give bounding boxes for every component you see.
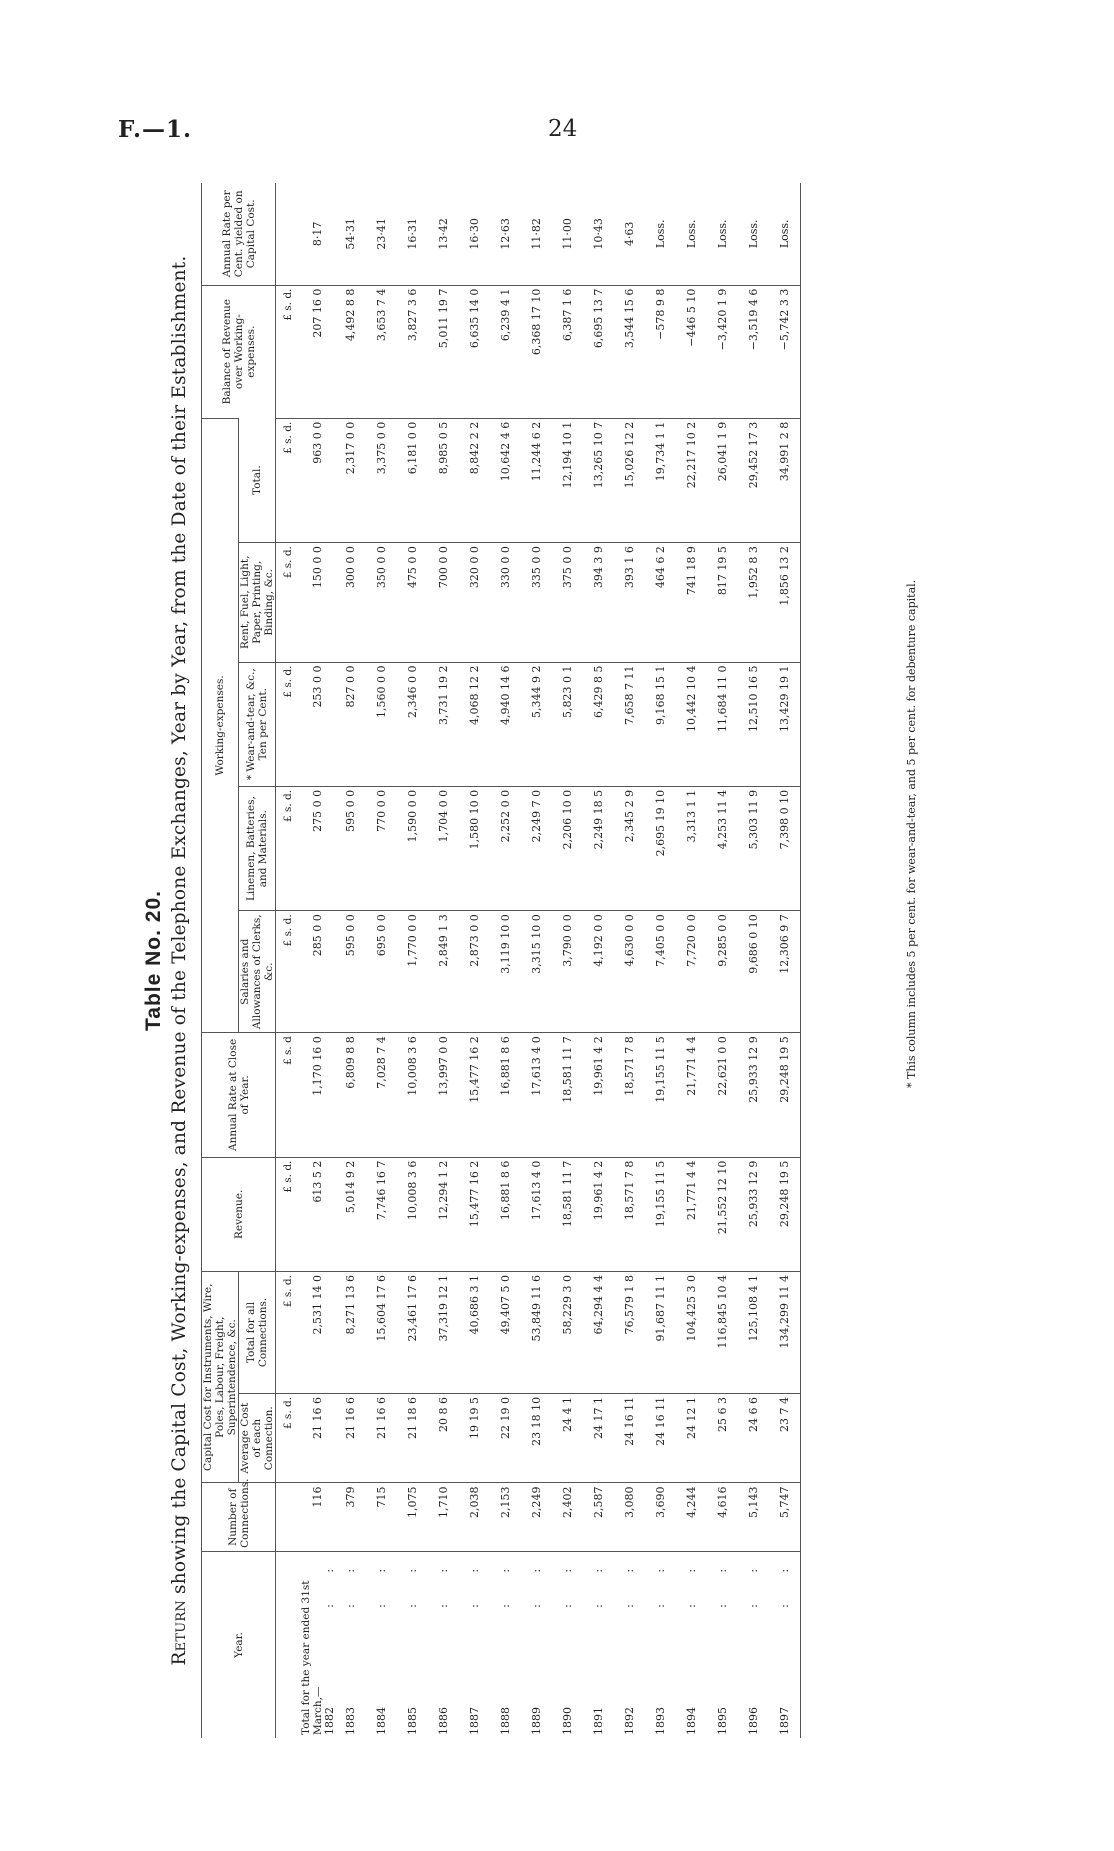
cell-ann: 17,613 4 0 <box>522 1033 553 1157</box>
cell-total: 34,991 2 8 <box>770 418 801 542</box>
cell-n: 2,153 <box>491 1483 522 1551</box>
cell-bal: −3,519 4 6 <box>739 285 770 418</box>
col-balance: Balance of Revenue over Working-expenses. <box>202 285 276 418</box>
cell-year <box>770 1551 801 1738</box>
year-value: 1886 <box>437 1707 450 1735</box>
cell-tot: 8,271 13 6 <box>336 1272 367 1394</box>
leader-dots: : : <box>375 1554 388 1608</box>
cell-year <box>460 1551 491 1738</box>
table-row <box>553 183 584 1738</box>
cell-year <box>677 1551 708 1738</box>
cell-wear: 7,658 7 11 <box>615 662 646 786</box>
cell-year <box>429 1551 460 1738</box>
cell-rate: 11·82 <box>530 218 543 250</box>
cell-avg: 21 18 6 <box>398 1393 429 1483</box>
cell-lin: 1,580 10 0 <box>460 786 491 910</box>
year-value: 1883 <box>344 1707 357 1735</box>
cell-total: 3,375 0 0 <box>367 418 398 542</box>
table-row <box>429 183 460 1738</box>
cell-avg: 21 16 6 <box>336 1393 367 1483</box>
cell-sal: 9,285 0 0 <box>708 911 739 1033</box>
leader-dots: : : <box>344 1554 357 1608</box>
leader-dots: : : <box>685 1554 698 1608</box>
table-row <box>367 183 398 1738</box>
cell-bal: 6,695 13 7 <box>584 285 615 418</box>
cell-bal: 4,492 8 8 <box>336 285 367 418</box>
cell-rev: 15,477 16 2 <box>460 1157 491 1271</box>
cell-rate: 23·41 <box>375 218 388 250</box>
units-row <box>276 183 300 1738</box>
cell-rev: 613 5 2 <box>300 1157 336 1271</box>
cell-wear: 10,442 10 4 <box>677 662 708 786</box>
leader-dots: : : <box>747 1554 760 1608</box>
cell-tot: 125,108 4 1 <box>739 1272 770 1394</box>
cell-tot: 23,461 17 6 <box>398 1272 429 1394</box>
cell-tot: 104,425 3 0 <box>677 1272 708 1394</box>
cell-n: 116 <box>300 1483 336 1551</box>
table-number: Table No. 20. <box>142 890 165 1031</box>
leader-dots: : : <box>561 1554 574 1608</box>
cell-lin: 2,695 19 10 <box>646 786 677 910</box>
cell-tot: 40,686 3 1 <box>460 1272 491 1394</box>
cell-wear: 2,346 0 0 <box>398 662 429 786</box>
cell-year <box>553 1551 584 1738</box>
table-row <box>677 183 708 1738</box>
cell-n: 1,075 <box>398 1483 429 1551</box>
cell-tot: 2,531 14 0 <box>300 1272 336 1394</box>
cell-total: 12,194 10 1 <box>553 418 584 542</box>
cell-rent: 475 0 0 <box>398 543 429 662</box>
cell-avg: 24 6 6 <box>739 1393 770 1483</box>
rotated-table-block <box>141 183 941 1738</box>
table-row <box>460 183 491 1738</box>
table-row <box>615 183 646 1738</box>
cell-avg: 22 19 0 <box>491 1393 522 1483</box>
cell-ann: 1,170 16 0 <box>300 1033 336 1157</box>
cell-lin: 1,590 0 0 <box>398 786 429 910</box>
cell-wear: 11,684 11 0 <box>708 662 739 786</box>
cell-n: 3,080 <box>615 1483 646 1551</box>
cell-bal: 3,827 3 6 <box>398 285 429 418</box>
table-row <box>708 183 739 1738</box>
cell-bal: 5,011 19 7 <box>429 285 460 418</box>
cell-bal: 6,239 4 1 <box>491 285 522 418</box>
cell-avg: 21 16 6 <box>300 1393 336 1483</box>
cell-year <box>367 1551 398 1738</box>
cell-rate: 4·63 <box>623 221 636 247</box>
cell-lin: 275 0 0 <box>300 786 336 910</box>
cell-ann: 16,881 8 6 <box>491 1033 522 1157</box>
cell-rent: 1,856 13 2 <box>770 543 801 662</box>
leader-dots: : : <box>322 1554 336 1608</box>
cell-lin: 3,313 1 1 <box>677 786 708 910</box>
cell-year <box>300 1551 336 1738</box>
cell-total: 6,181 0 0 <box>398 418 429 542</box>
cell-sal: 4,630 0 0 <box>615 911 646 1033</box>
cell-rev: 17,613 4 0 <box>522 1157 553 1271</box>
cell-rent: 817 19 5 <box>708 543 739 662</box>
cell-year <box>522 1551 553 1738</box>
cell-lin: 4,253 11 4 <box>708 786 739 910</box>
cell-ann: 19,961 4 2 <box>584 1033 615 1157</box>
unit-cell: £ s. d. <box>276 1393 300 1483</box>
unit-cell <box>276 1483 300 1551</box>
cell-rent: 741 18 9 <box>677 543 708 662</box>
cell-total: 10,642 4 6 <box>491 418 522 542</box>
cell-wear: 5,823 0 1 <box>553 662 584 786</box>
cell-rev: 18,581 11 7 <box>553 1157 584 1271</box>
year-value: 1889 <box>530 1707 543 1735</box>
cell-wear: 4,068 12 2 <box>460 662 491 786</box>
cell-sal: 7,720 0 0 <box>677 911 708 1033</box>
cell-bal: 207 16 0 <box>300 285 336 418</box>
year-value: 1885 <box>406 1707 419 1735</box>
cell-tot: 49,407 5 0 <box>491 1272 522 1394</box>
page-number: 24 <box>548 116 578 142</box>
leader-dots: : : <box>406 1554 419 1608</box>
cell-lin: 770 0 0 <box>367 786 398 910</box>
cell-total: 963 0 0 <box>300 418 336 542</box>
cell-bal: 6,635 14 0 <box>460 285 491 418</box>
cell-lin: 2,249 7 0 <box>522 786 553 910</box>
col-total: Total. <box>239 418 276 542</box>
col-average: Average Cost of each Connection. <box>239 1393 276 1483</box>
col-capital-group: Capital Cost for Instruments, Wire, Poles, Labour, Freight, Superintendence, &c. <box>202 1272 239 1483</box>
table-row <box>770 183 801 1738</box>
cell-sal: 1,770 0 0 <box>398 911 429 1033</box>
cell-avg: 23 18 10 <box>522 1393 553 1483</box>
cell-avg: 24 12 1 <box>677 1393 708 1483</box>
table-row <box>398 183 429 1738</box>
cell-tot: 116,845 10 4 <box>708 1272 739 1394</box>
cell-wear: 6,429 8 5 <box>584 662 615 786</box>
col-linemen: Linemen, Batteries, and Materials. <box>239 786 276 910</box>
cell-avg: 24 17 1 <box>584 1393 615 1483</box>
cell-rent: 320 0 0 <box>460 543 491 662</box>
cell-n: 2,402 <box>553 1483 584 1551</box>
cell-sal: 9,686 0 10 <box>739 911 770 1033</box>
cell-tot: 64,294 4 4 <box>584 1272 615 1394</box>
page-header-ref: F.—1. <box>118 116 193 143</box>
table-row <box>584 183 615 1738</box>
cell-n: 2,038 <box>460 1483 491 1551</box>
cell-rev: 25,933 12 9 <box>739 1157 770 1271</box>
cell-year <box>491 1551 522 1738</box>
cell-avg: 20 8 6 <box>429 1393 460 1483</box>
cell-rev: 19,155 11 5 <box>646 1157 677 1271</box>
cell-rate: Loss. <box>770 183 801 285</box>
unit-cell: £ s. d. <box>276 285 300 418</box>
cell-rate: 11·00 <box>561 218 574 250</box>
cell-rev: 19,961 4 2 <box>584 1157 615 1271</box>
cell-rate: Loss. <box>747 219 760 249</box>
cell-sal: 2,873 0 0 <box>460 911 491 1033</box>
col-working-group: Working-expenses. <box>202 418 239 1033</box>
unit-cell: £ s. d. <box>276 418 300 542</box>
unit-cell: £ s. d. <box>276 1157 300 1271</box>
cell-sal: 3,315 10 0 <box>522 911 553 1033</box>
cell-avg: 23 7 4 <box>770 1393 801 1483</box>
table-caption <box>141 183 201 1738</box>
cell-total: 8,985 0 5 <box>429 418 460 542</box>
cell-sal: 4,192 0 0 <box>584 911 615 1033</box>
cell-tot: 58,229 3 0 <box>553 1272 584 1394</box>
cell-bal: 3,544 15 6 <box>615 285 646 418</box>
cell-total: 8,842 2 2 <box>460 418 491 542</box>
cell-ann: 18,571 7 8 <box>615 1033 646 1157</box>
cell-total: 26,041 1 9 <box>708 418 739 542</box>
cell-lin: 2,206 10 0 <box>553 786 584 910</box>
cell-bal: −3,420 1 9 <box>708 285 739 418</box>
col-total-connections: Total for all Connections. <box>239 1272 276 1394</box>
cell-n: 3,690 <box>646 1483 677 1551</box>
col-connections: Number of Connections. <box>202 1483 276 1551</box>
cell-rev: 29,248 19 5 <box>770 1157 801 1271</box>
cell-lin: 7,398 0 10 <box>770 786 801 910</box>
cell-year <box>708 1551 739 1738</box>
cell-ann: 25,933 12 9 <box>739 1033 770 1157</box>
cell-rent: 700 0 0 <box>429 543 460 662</box>
cell-total: 11,244 6 2 <box>522 418 553 542</box>
cell-ann: 19,155 11 5 <box>646 1033 677 1157</box>
table-row <box>739 183 770 1738</box>
cell-wear: 5,344 9 2 <box>522 662 553 786</box>
cell-year <box>336 1551 367 1738</box>
cell-sal: 695 0 0 <box>367 911 398 1033</box>
cell-lin: 595 0 0 <box>336 786 367 910</box>
leader-dots: : : <box>592 1554 605 1608</box>
cell-n: 4,616 <box>708 1483 739 1551</box>
title-return-word: Return <box>169 1600 190 1666</box>
cell-rate: 8·17 <box>310 221 324 247</box>
cell-total: 13,265 10 7 <box>584 418 615 542</box>
cell-tot: 76,579 1 8 <box>615 1272 646 1394</box>
table-row <box>646 183 677 1738</box>
year-value: 1891 <box>592 1707 605 1735</box>
col-salaries: Salaries and Allowances of Clerks, &c. <box>239 911 276 1033</box>
cell-avg: 24 16 11 <box>646 1393 677 1483</box>
table-row <box>300 183 336 1738</box>
cell-rent: 464 6 2 <box>646 543 677 662</box>
col-annual-rate: Annual Rate at Close of Year. <box>202 1033 276 1157</box>
cell-rev: 10,008 3 6 <box>398 1157 429 1271</box>
leader-dots: : : <box>654 1554 667 1608</box>
cell-rent: 300 0 0 <box>336 543 367 662</box>
cell-ann: 13,997 0 0 <box>429 1033 460 1157</box>
cell-rev: 12,294 1 2 <box>429 1157 460 1271</box>
cell-tot: 37,319 12 1 <box>429 1272 460 1394</box>
cell-wear: 13,429 19 1 <box>770 662 801 786</box>
unit-cell: £ s. d. <box>276 1272 300 1394</box>
cell-ann: 21,771 4 4 <box>677 1033 708 1157</box>
year-value: 1897 <box>777 1707 791 1735</box>
cell-n: 4,244 <box>677 1483 708 1551</box>
cell-bal: 6,368 17 10 <box>522 285 553 418</box>
cell-sal: 285 0 0 <box>300 911 336 1033</box>
year-value: 1884 <box>375 1707 388 1735</box>
cell-n: 2,249 <box>522 1483 553 1551</box>
cell-rent: 335 0 0 <box>522 543 553 662</box>
cell-rate: Loss. <box>654 219 667 249</box>
year-value: 1887 <box>468 1707 481 1735</box>
cell-tot: 15,604 17 6 <box>367 1272 398 1394</box>
cell-rent: 394 3 9 <box>584 543 615 662</box>
table-title <box>167 183 193 1738</box>
cell-year <box>615 1551 646 1738</box>
cell-ann: 29,248 19 5 <box>770 1033 801 1157</box>
cell-rent: 1,952 8 3 <box>739 543 770 662</box>
cell-tot: 91,687 11 1 <box>646 1272 677 1394</box>
cell-n: 379 <box>336 1483 367 1551</box>
year-value: 1896 <box>747 1707 760 1735</box>
leader-dots: : : <box>777 1554 791 1608</box>
unit-cell <box>276 183 300 285</box>
cell-lin: 2,249 18 5 <box>584 786 615 910</box>
cell-sal: 2,849 1 3 <box>429 911 460 1033</box>
cell-avg: 21 16 6 <box>367 1393 398 1483</box>
cell-total: 2,317 0 0 <box>336 418 367 542</box>
unit-cell: £ s. d. <box>276 786 300 910</box>
cell-rent: 375 0 0 <box>553 543 584 662</box>
year-lead-text: Total for the year ended 31st March,— <box>299 1580 324 1735</box>
cell-rent: 330 0 0 <box>491 543 522 662</box>
cell-rate: 10·43 <box>592 218 605 250</box>
unit-cell: £ s. d <box>276 1033 300 1157</box>
footnote: * This column includes 5 per cent. for wear-and-tear, and 5 per cent. for debenture capital. <box>905 579 918 1088</box>
cell-wear: 827 0 0 <box>336 662 367 786</box>
telephone-exchanges-table <box>201 183 801 1738</box>
col-revenue: Revenue. <box>202 1157 276 1271</box>
cell-bal: 3,653 7 4 <box>367 285 398 418</box>
cell-year <box>584 1551 615 1738</box>
cell-rent: 150 0 0 <box>300 543 336 662</box>
cell-year <box>739 1551 770 1738</box>
unit-cell: £ s. d. <box>276 543 300 662</box>
unit-cell: £ s. d. <box>276 911 300 1033</box>
cell-ann: 18,581 11 7 <box>553 1033 584 1157</box>
cell-lin: 1,704 0 0 <box>429 786 460 910</box>
cell-avg: 24 4 1 <box>553 1393 584 1483</box>
cell-wear: 3,731 19 2 <box>429 662 460 786</box>
cell-rev: 7,746 16 7 <box>367 1157 398 1271</box>
cell-bal: 6,387 1 6 <box>553 285 584 418</box>
col-rent: Rent, Fuel, Light, Paper, Printing, Binding, &c. <box>239 543 276 662</box>
col-year: Year. <box>202 1551 276 1738</box>
cell-n: 5,143 <box>739 1483 770 1551</box>
cell-rate: 16·31 <box>406 218 419 250</box>
cell-sal: 12,306 9 7 <box>770 911 801 1033</box>
cell-rate: 54·31 <box>344 218 357 250</box>
table-row <box>491 183 522 1738</box>
year-value: 1892 <box>623 1707 636 1735</box>
col-rate: Annual Rate per Cent. yielded on Capital Cost. <box>202 183 276 285</box>
cell-wear: 1,560 0 0 <box>367 662 398 786</box>
cell-bal: −578 9 8 <box>646 285 677 418</box>
cell-lin: 2,345 2 9 <box>615 786 646 910</box>
cell-avg: 25 6 3 <box>708 1393 739 1483</box>
cell-wear: 4,940 14 6 <box>491 662 522 786</box>
table-body <box>276 183 801 1738</box>
title-rest: showing the Capital Cost, Working-expenses, and Revenue of the Telephone Exchanges, Year by Year, from the Date of their Establishment. <box>169 255 190 1594</box>
cell-sal: 3,790 0 0 <box>553 911 584 1033</box>
cell-wear: 9,168 15 1 <box>646 662 677 786</box>
cell-sal: 3,119 10 0 <box>491 911 522 1033</box>
cell-total: 15,026 12 2 <box>615 418 646 542</box>
cell-rent: 350 0 0 <box>367 543 398 662</box>
year-value: 1890 <box>561 1707 574 1735</box>
cell-rate: 12·63 <box>499 218 512 250</box>
cell-bal: −5,742 3 3 <box>770 285 801 418</box>
cell-tot: 53,849 11 6 <box>522 1272 553 1394</box>
cell-sal: 595 0 0 <box>336 911 367 1033</box>
cell-n: 5,747 <box>770 1483 801 1551</box>
cell-total: 19,734 1 1 <box>646 418 677 542</box>
leader-dots: : : <box>716 1554 729 1608</box>
cell-rev: 18,571 7 8 <box>615 1157 646 1271</box>
leader-dots: : : <box>623 1554 636 1608</box>
cell-ann: 10,008 3 6 <box>398 1033 429 1157</box>
year-value: 1893 <box>654 1707 667 1735</box>
cell-n: 715 <box>367 1483 398 1551</box>
unit-cell <box>276 1551 300 1738</box>
year-value: 1882 <box>322 1707 336 1735</box>
cell-ann: 6,809 8 8 <box>336 1033 367 1157</box>
cell-tot: 134,299 11 4 <box>770 1272 801 1394</box>
cell-rate: 13·42 <box>437 218 450 250</box>
cell-rev: 16,881 8 6 <box>491 1157 522 1271</box>
year-value: 1888 <box>499 1707 512 1735</box>
cell-rate: 16·30 <box>468 218 481 250</box>
cell-lin: 2,252 0 0 <box>491 786 522 910</box>
cell-n: 1,710 <box>429 1483 460 1551</box>
cell-rent: 393 1 6 <box>615 543 646 662</box>
cell-sal: 7,405 0 0 <box>646 911 677 1033</box>
cell-avg: 19 19 5 <box>460 1393 491 1483</box>
leader-dots: : : <box>468 1554 481 1608</box>
cell-wear: 12,510 16 5 <box>739 662 770 786</box>
cell-ann: 15,477 16 2 <box>460 1033 491 1157</box>
cell-rev: 21,552 12 10 <box>708 1157 739 1271</box>
year-value: 1894 <box>685 1707 698 1735</box>
cell-year <box>398 1551 429 1738</box>
cell-rate: Loss. <box>716 219 729 249</box>
table-row <box>336 183 367 1738</box>
leader-dots: : : <box>530 1554 543 1608</box>
table-row <box>522 183 553 1738</box>
cell-rev: 21,771 4 4 <box>677 1157 708 1271</box>
col-wear: * Wear-and-tear, &c., Ten per Cent. <box>239 662 276 786</box>
cell-avg: 24 16 11 <box>615 1393 646 1483</box>
cell-bal: −446 5 10 <box>677 285 708 418</box>
cell-ann: 7,028 7 4 <box>367 1033 398 1157</box>
leader-dots: : : <box>499 1554 512 1608</box>
cell-total: 29,452 17 3 <box>739 418 770 542</box>
leader-dots: : : <box>437 1554 450 1608</box>
cell-lin: 5,303 11 9 <box>739 786 770 910</box>
year-value: 1895 <box>716 1707 729 1735</box>
cell-rev: 5,014 9 2 <box>336 1157 367 1271</box>
cell-total: 22,217 10 2 <box>677 418 708 542</box>
cell-year <box>646 1551 677 1738</box>
cell-n: 2,587 <box>584 1483 615 1551</box>
cell-rate: Loss. <box>685 219 698 249</box>
cell-wear: 253 0 0 <box>300 662 336 786</box>
unit-cell: £ s. d. <box>276 662 300 786</box>
cell-ann: 22,621 0 0 <box>708 1033 739 1157</box>
